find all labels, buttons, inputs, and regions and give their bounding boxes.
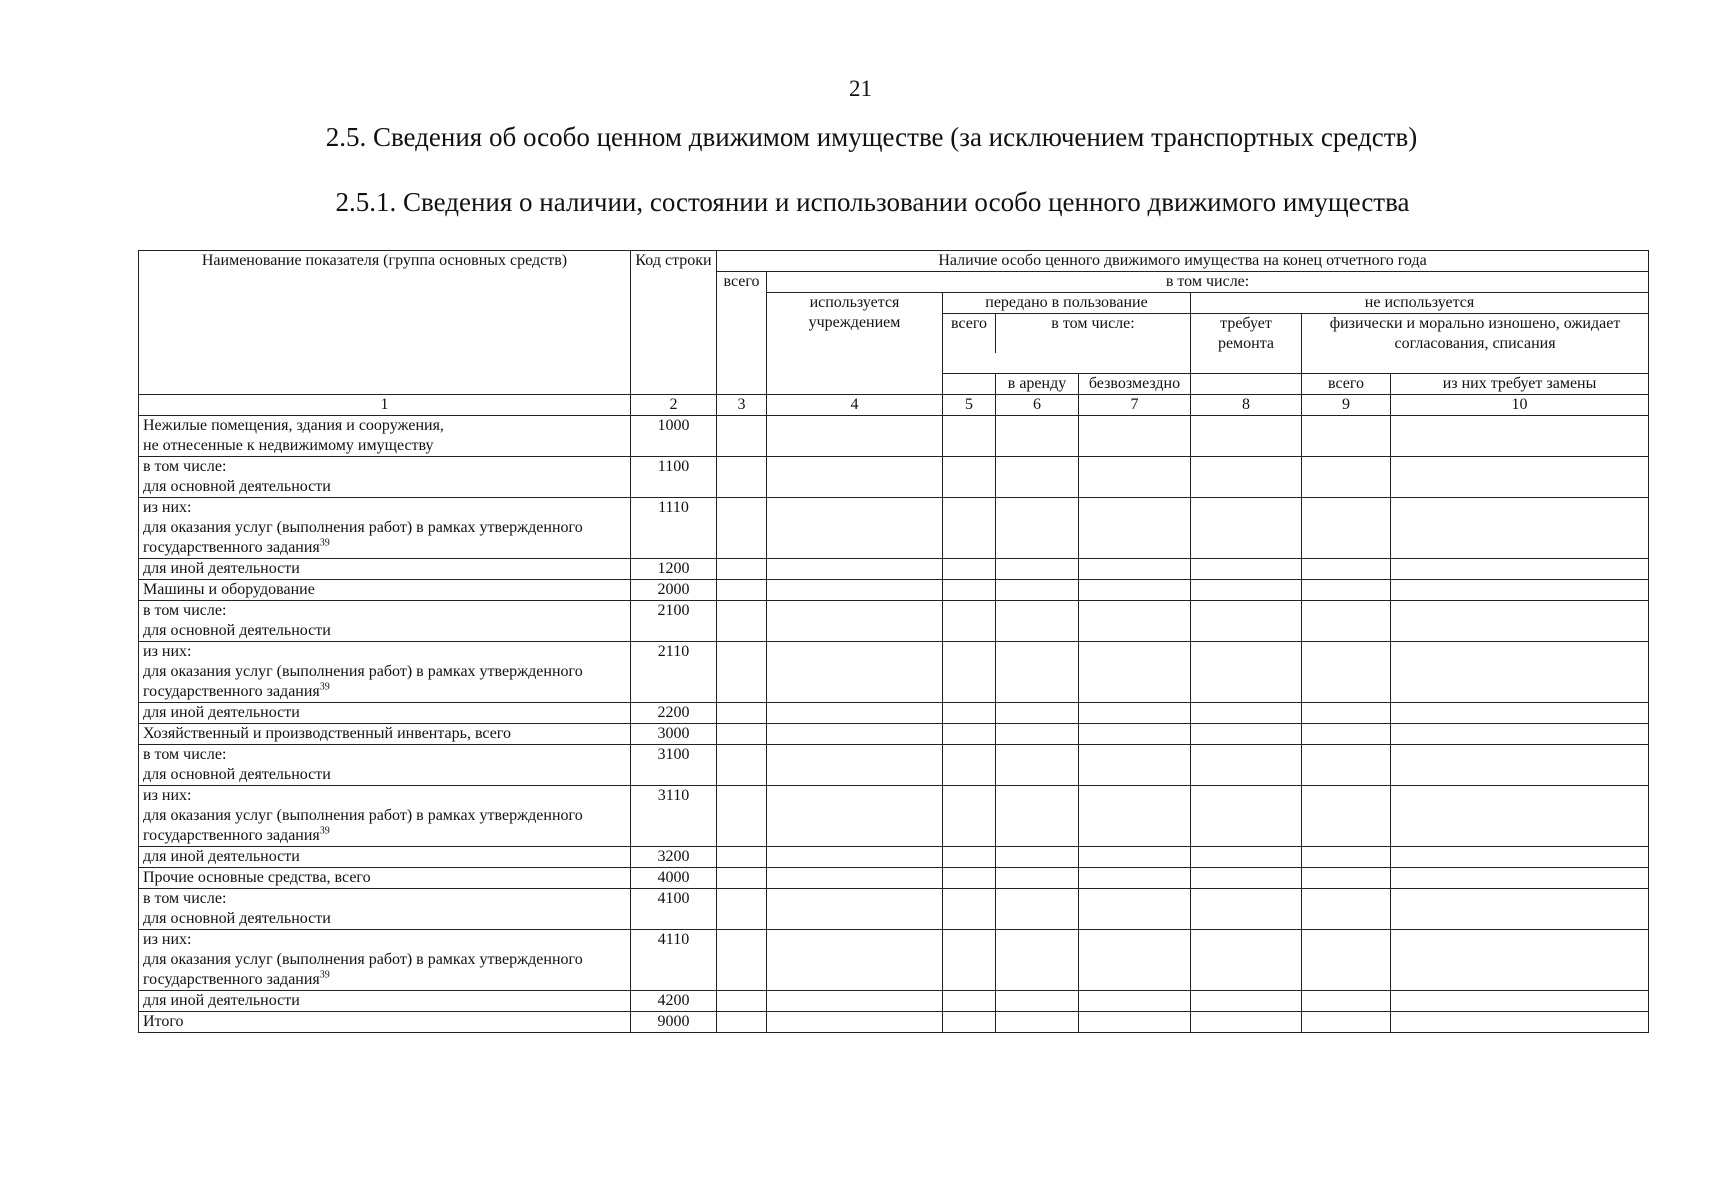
value-cell[interactable] bbox=[943, 930, 996, 991]
row-name-line: Нежилые помещения, здания и сооружения, bbox=[143, 417, 444, 434]
table-row bbox=[139, 1012, 1649, 1033]
value-cell[interactable] bbox=[996, 991, 1079, 1012]
column-number: 5 bbox=[943, 395, 996, 416]
header-transferred-total: всего bbox=[943, 314, 996, 353]
value-cell[interactable] bbox=[943, 745, 996, 786]
value-cell[interactable] bbox=[943, 847, 996, 868]
row-name-line: из них: bbox=[143, 787, 192, 804]
table-row bbox=[139, 457, 1649, 498]
header-used-by-institution: используется учреждением bbox=[767, 293, 943, 395]
column-number: 2 bbox=[631, 395, 717, 416]
row-name bbox=[139, 868, 631, 889]
value-cell[interactable] bbox=[1191, 498, 1302, 559]
row-name-line: для иной деятельности bbox=[143, 560, 300, 577]
value-cell[interactable] bbox=[943, 457, 996, 498]
row-code: 3110 bbox=[631, 786, 717, 847]
value-cell[interactable] bbox=[767, 745, 943, 786]
table-row bbox=[139, 642, 1649, 703]
value-cell[interactable] bbox=[943, 786, 996, 847]
value-cell[interactable] bbox=[943, 416, 996, 457]
value-cell[interactable] bbox=[767, 457, 943, 498]
footnote-mark: 39 bbox=[319, 969, 330, 981]
row-name-line: в том числе: bbox=[143, 458, 227, 475]
value-cell[interactable] bbox=[996, 642, 1079, 703]
value-cell[interactable] bbox=[996, 847, 1079, 868]
row-name-line: государственного задания$^{39}$ bbox=[143, 825, 330, 844]
value-cell[interactable] bbox=[1391, 991, 1649, 1012]
value-cell[interactable] bbox=[717, 930, 767, 991]
value-cell[interactable] bbox=[717, 991, 767, 1012]
row-name bbox=[139, 498, 631, 559]
value-cell[interactable] bbox=[767, 724, 943, 745]
value-cell[interactable] bbox=[1191, 416, 1302, 457]
value-cell[interactable] bbox=[717, 642, 767, 703]
value-cell[interactable] bbox=[943, 601, 996, 642]
row-name-line: из них: bbox=[143, 643, 192, 660]
value-cell[interactable] bbox=[1391, 457, 1649, 498]
row-name-line: из них: bbox=[143, 931, 192, 948]
row-name bbox=[139, 1012, 631, 1033]
value-cell[interactable] bbox=[767, 991, 943, 1012]
row-name bbox=[139, 457, 631, 498]
row-name bbox=[139, 580, 631, 601]
row-code: 1110 bbox=[631, 498, 717, 559]
value-cell[interactable] bbox=[1191, 868, 1302, 889]
header-needs-repair: требует ремонта bbox=[1191, 314, 1302, 373]
value-cell[interactable] bbox=[1391, 847, 1649, 868]
value-cell[interactable] bbox=[1391, 786, 1649, 847]
table-row bbox=[139, 498, 1649, 559]
row-name-line: для оказания услуг (выполнения работ) в рамках утвержденного bbox=[143, 519, 583, 536]
header-transferred-group bbox=[943, 293, 1191, 374]
value-cell[interactable] bbox=[717, 580, 767, 601]
header-needs-replacement: из них требует замены bbox=[1391, 374, 1649, 395]
row-name-line: в том числе: bbox=[143, 746, 227, 763]
row-name-line: государственного задания$^{39}$ bbox=[143, 537, 330, 556]
column-number: 6 bbox=[996, 395, 1079, 416]
header-worn-total: всего bbox=[1302, 374, 1391, 395]
table-row bbox=[139, 559, 1649, 580]
value-cell[interactable] bbox=[996, 889, 1079, 930]
table-row bbox=[139, 703, 1649, 724]
value-cell[interactable] bbox=[1079, 745, 1191, 786]
value-cell[interactable] bbox=[996, 1012, 1079, 1033]
value-cell[interactable] bbox=[717, 745, 767, 786]
value-cell[interactable] bbox=[1391, 703, 1649, 724]
value-cell[interactable] bbox=[943, 991, 996, 1012]
row-name-line: для оказания услуг (выполнения работ) в рамках утвержденного bbox=[143, 807, 583, 824]
table-row bbox=[139, 724, 1649, 745]
row-code: 2100 bbox=[631, 601, 717, 642]
row-code: 1100 bbox=[631, 457, 717, 498]
value-cell[interactable] bbox=[1391, 416, 1649, 457]
value-cell[interactable] bbox=[1191, 991, 1302, 1012]
table-row bbox=[139, 745, 1649, 786]
value-cell[interactable] bbox=[1391, 580, 1649, 601]
footnote-mark: 39 bbox=[319, 537, 330, 549]
header-free: безвозмездно bbox=[1079, 374, 1191, 395]
row-name-line: для иной деятельности bbox=[143, 704, 300, 721]
value-cell[interactable] bbox=[1079, 868, 1191, 889]
value-cell[interactable] bbox=[1302, 889, 1391, 930]
value-cell[interactable] bbox=[1302, 868, 1391, 889]
value-cell[interactable] bbox=[717, 724, 767, 745]
value-cell[interactable] bbox=[1079, 1012, 1191, 1033]
header-total: всего bbox=[717, 272, 767, 395]
value-cell[interactable] bbox=[996, 745, 1079, 786]
row-code: 4100 bbox=[631, 889, 717, 930]
value-cell[interactable] bbox=[1302, 642, 1391, 703]
row-code: 3200 bbox=[631, 847, 717, 868]
value-cell[interactable] bbox=[767, 498, 943, 559]
value-cell[interactable] bbox=[717, 786, 767, 847]
value-cell[interactable] bbox=[767, 642, 943, 703]
header-transferred-total-cont bbox=[943, 374, 996, 395]
value-cell[interactable] bbox=[717, 847, 767, 868]
value-cell[interactable] bbox=[767, 930, 943, 991]
column-number: 10 bbox=[1391, 395, 1649, 416]
table-row bbox=[139, 889, 1649, 930]
header-code: Код строки bbox=[631, 251, 717, 395]
value-cell[interactable] bbox=[717, 1012, 767, 1033]
row-name bbox=[139, 991, 631, 1012]
value-cell[interactable] bbox=[1302, 724, 1391, 745]
row-name-line: из них: bbox=[143, 499, 192, 516]
table-row bbox=[139, 991, 1649, 1012]
value-cell[interactable] bbox=[717, 559, 767, 580]
value-cell[interactable] bbox=[1191, 457, 1302, 498]
value-cell[interactable] bbox=[717, 416, 767, 457]
column-numbers-row bbox=[139, 395, 1649, 416]
value-cell[interactable] bbox=[1191, 703, 1302, 724]
row-code: 3000 bbox=[631, 724, 717, 745]
value-cell[interactable] bbox=[996, 930, 1079, 991]
header-rent: в аренду bbox=[996, 374, 1079, 395]
value-cell[interactable] bbox=[1191, 889, 1302, 930]
value-cell[interactable] bbox=[1302, 1012, 1391, 1033]
table-row bbox=[139, 930, 1649, 991]
row-code: 4200 bbox=[631, 991, 717, 1012]
value-cell[interactable] bbox=[1391, 930, 1649, 991]
row-name-line: в том числе: bbox=[143, 890, 227, 907]
column-number: 4 bbox=[767, 395, 943, 416]
value-cell[interactable] bbox=[996, 457, 1079, 498]
value-cell[interactable] bbox=[1079, 889, 1191, 930]
table-row bbox=[139, 416, 1649, 457]
value-cell[interactable] bbox=[1191, 847, 1302, 868]
value-cell[interactable] bbox=[1391, 724, 1649, 745]
row-name bbox=[139, 745, 631, 786]
value-cell[interactable] bbox=[767, 1012, 943, 1033]
row-name-line: для оказания услуг (выполнения работ) в рамках утвержденного bbox=[143, 951, 583, 968]
value-cell[interactable] bbox=[767, 601, 943, 642]
value-cell[interactable] bbox=[1302, 847, 1391, 868]
page-number: 21 bbox=[849, 76, 872, 101]
value-cell[interactable] bbox=[996, 703, 1079, 724]
value-cell[interactable] bbox=[1079, 457, 1191, 498]
value-cell[interactable] bbox=[1302, 559, 1391, 580]
value-cell[interactable] bbox=[943, 642, 996, 703]
value-cell[interactable] bbox=[996, 580, 1079, 601]
value-cell[interactable] bbox=[996, 601, 1079, 642]
row-code: 4110 bbox=[631, 930, 717, 991]
value-cell[interactable] bbox=[1079, 930, 1191, 991]
value-cell[interactable] bbox=[1079, 847, 1191, 868]
value-cell[interactable] bbox=[1302, 457, 1391, 498]
section-title: 2.5. Сведения об особо ценном движимом имуществе (за исключением транспортных средств) bbox=[325, 122, 1418, 152]
value-cell[interactable] bbox=[1079, 559, 1191, 580]
value-cell[interactable] bbox=[767, 416, 943, 457]
column-number: 3 bbox=[717, 395, 767, 416]
value-cell[interactable] bbox=[1391, 642, 1649, 703]
table-row bbox=[139, 847, 1649, 868]
value-cell[interactable] bbox=[996, 559, 1079, 580]
value-cell[interactable] bbox=[717, 457, 767, 498]
table-row bbox=[139, 580, 1649, 601]
row-name-line: для основной деятельности bbox=[143, 622, 331, 639]
row-code: 2110 bbox=[631, 642, 717, 703]
value-cell[interactable] bbox=[943, 1012, 996, 1033]
value-cell[interactable] bbox=[996, 498, 1079, 559]
value-cell[interactable] bbox=[717, 498, 767, 559]
column-number: 8 bbox=[1191, 395, 1302, 416]
header-not-used: не используется bbox=[1191, 293, 1648, 314]
header-transferred: передано в пользование bbox=[943, 293, 1190, 314]
value-cell[interactable] bbox=[717, 601, 767, 642]
value-cell[interactable] bbox=[767, 703, 943, 724]
header-name: Наименование показателя (группа основных средств) bbox=[139, 251, 631, 395]
footnote-mark: 39 bbox=[319, 825, 330, 837]
row-name bbox=[139, 847, 631, 868]
value-cell[interactable] bbox=[1191, 559, 1302, 580]
value-cell[interactable] bbox=[767, 847, 943, 868]
value-cell[interactable] bbox=[996, 416, 1079, 457]
row-name-line: для иной деятельности bbox=[143, 992, 300, 1009]
value-cell[interactable] bbox=[1302, 745, 1391, 786]
row-name-line: для основной деятельности bbox=[143, 910, 331, 927]
row-name bbox=[139, 724, 631, 745]
value-cell[interactable] bbox=[1391, 889, 1649, 930]
row-name-line: для основной деятельности bbox=[143, 766, 331, 783]
value-cell[interactable] bbox=[1302, 601, 1391, 642]
row-name-line: не отнесенные к недвижимому имуществу bbox=[143, 437, 434, 454]
row-name-line: государственного задания$^{39}$ bbox=[143, 969, 330, 988]
row-name-line: Машины и оборудование bbox=[143, 581, 315, 598]
value-cell[interactable] bbox=[1302, 498, 1391, 559]
header-not-used-group bbox=[1191, 293, 1649, 374]
row-name-line: в том числе: bbox=[143, 602, 227, 619]
value-cell[interactable] bbox=[1191, 930, 1302, 991]
value-cell[interactable] bbox=[1079, 991, 1191, 1012]
table-row bbox=[139, 601, 1649, 642]
value-cell[interactable] bbox=[1191, 786, 1302, 847]
row-name bbox=[139, 889, 631, 930]
value-cell[interactable] bbox=[717, 868, 767, 889]
row-name-line: для иной деятельности bbox=[143, 848, 300, 865]
column-number: 7 bbox=[1079, 395, 1191, 416]
value-cell[interactable] bbox=[1079, 498, 1191, 559]
value-cell[interactable] bbox=[1302, 930, 1391, 991]
row-name-line: для оказания услуг (выполнения работ) в рамках утвержденного bbox=[143, 663, 583, 680]
value-cell[interactable] bbox=[1302, 786, 1391, 847]
value-cell[interactable] bbox=[1391, 868, 1649, 889]
value-cell[interactable] bbox=[1302, 703, 1391, 724]
value-cell[interactable] bbox=[1391, 498, 1649, 559]
row-name-line: для основной деятельности bbox=[143, 478, 331, 495]
table-body bbox=[139, 416, 1649, 1033]
value-cell[interactable] bbox=[1079, 703, 1191, 724]
row-name bbox=[139, 642, 631, 703]
footnote-mark: 39 bbox=[319, 681, 330, 693]
row-name bbox=[139, 930, 631, 991]
value-cell[interactable] bbox=[1191, 580, 1302, 601]
value-cell[interactable] bbox=[943, 889, 996, 930]
row-code: 3100 bbox=[631, 745, 717, 786]
value-cell[interactable] bbox=[767, 889, 943, 930]
value-cell[interactable] bbox=[943, 559, 996, 580]
row-name bbox=[139, 416, 631, 457]
header-including: в том числе: bbox=[767, 272, 1649, 293]
value-cell[interactable] bbox=[717, 703, 767, 724]
row-name-line: государственного задания$^{39}$ bbox=[143, 681, 330, 700]
value-cell[interactable] bbox=[1191, 724, 1302, 745]
row-name bbox=[139, 601, 631, 642]
row-name-line: Хозяйственный и производственный инвентарь, всего bbox=[143, 725, 511, 742]
row-code: 2200 bbox=[631, 703, 717, 724]
value-cell[interactable] bbox=[767, 868, 943, 889]
value-cell[interactable] bbox=[1079, 786, 1191, 847]
row-code: 1200 bbox=[631, 559, 717, 580]
row-code: 4000 bbox=[631, 868, 717, 889]
header-transferred-including: в том числе: bbox=[1051, 315, 1135, 332]
value-cell[interactable] bbox=[943, 498, 996, 559]
row-name-line: Итого bbox=[143, 1013, 184, 1030]
header-worn-out: физически и морально изношено, ожидает согласования, списания bbox=[1329, 315, 1621, 352]
value-cell[interactable] bbox=[767, 559, 943, 580]
value-cell[interactable] bbox=[1079, 724, 1191, 745]
value-cell[interactable] bbox=[767, 786, 943, 847]
row-code: 2000 bbox=[631, 580, 717, 601]
value-cell[interactable] bbox=[1302, 416, 1391, 457]
header-availability: Наличие особо ценного движимого имущества на конец отчетного года bbox=[717, 251, 1649, 272]
value-cell[interactable] bbox=[943, 580, 996, 601]
value-cell[interactable] bbox=[1191, 642, 1302, 703]
value-cell[interactable] bbox=[943, 868, 996, 889]
column-number: 9 bbox=[1302, 395, 1391, 416]
value-cell[interactable] bbox=[1191, 601, 1302, 642]
value-cell[interactable] bbox=[1391, 601, 1649, 642]
value-cell[interactable] bbox=[1391, 559, 1649, 580]
valuable-property-table bbox=[138, 250, 1649, 1033]
value-cell[interactable] bbox=[717, 889, 767, 930]
value-cell[interactable] bbox=[1191, 745, 1302, 786]
value-cell[interactable] bbox=[1079, 416, 1191, 457]
value-cell[interactable] bbox=[1391, 745, 1649, 786]
value-cell[interactable] bbox=[1391, 1012, 1649, 1033]
row-name-line: Прочие основные средства, всего bbox=[143, 869, 371, 886]
value-cell[interactable] bbox=[996, 786, 1079, 847]
value-cell[interactable] bbox=[943, 703, 996, 724]
table-row bbox=[139, 786, 1649, 847]
row-code: 1000 bbox=[631, 416, 717, 457]
value-cell[interactable] bbox=[1302, 580, 1391, 601]
column-number: 1 bbox=[139, 395, 631, 416]
row-code: 9000 bbox=[631, 1012, 717, 1033]
value-cell[interactable] bbox=[1079, 580, 1191, 601]
value-cell[interactable] bbox=[996, 724, 1079, 745]
row-name bbox=[139, 559, 631, 580]
value-cell[interactable] bbox=[767, 580, 943, 601]
value-cell[interactable] bbox=[943, 724, 996, 745]
header-needs-repair-cont bbox=[1191, 374, 1302, 395]
subsection-title: 2.5.1. Сведения о наличии, состоянии и использовании особо ценного движимого имущества bbox=[335, 187, 1410, 217]
row-name bbox=[139, 786, 631, 847]
value-cell[interactable] bbox=[1079, 601, 1191, 642]
row-name bbox=[139, 703, 631, 724]
table-row bbox=[139, 868, 1649, 889]
value-cell[interactable] bbox=[1302, 991, 1391, 1012]
value-cell[interactable] bbox=[1191, 1012, 1302, 1033]
table-header bbox=[139, 251, 1649, 416]
value-cell[interactable] bbox=[996, 868, 1079, 889]
value-cell[interactable] bbox=[1079, 642, 1191, 703]
